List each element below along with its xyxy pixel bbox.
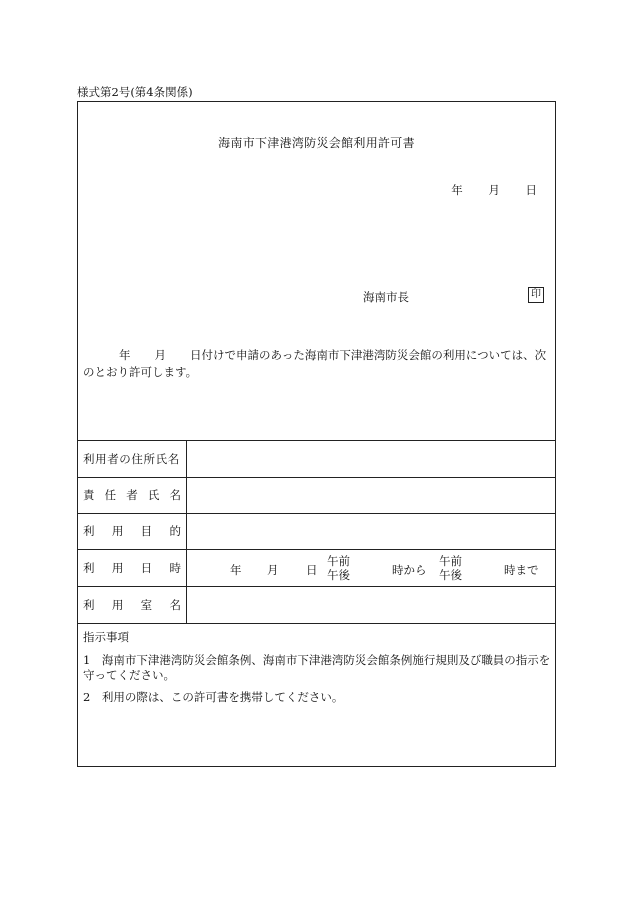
dt-start-ampm <box>327 554 350 582</box>
field-address-name[interactable] <box>188 442 554 475</box>
permit-statement <box>83 347 553 381</box>
dt-day: 日 <box>306 563 318 577</box>
field-purpose[interactable] <box>188 515 554 547</box>
issue-date-month: 月 <box>488 183 500 197</box>
note-item: 1 海南市下津港湾防災会館条例、海南市下津港湾防災会館条例施行規則及び職員の指示を守ってください。 <box>83 653 551 682</box>
document-title: 海南市下津港湾防災会館利用許可書 <box>218 136 415 150</box>
form-number-label: 様式第2号(第4条関係) <box>77 85 193 99</box>
statement-year: 年 <box>119 348 131 362</box>
label-column-divider <box>186 440 187 623</box>
notes-heading: 指示事項 <box>83 630 129 644</box>
field-room[interactable] <box>188 588 554 621</box>
issuer-name: 海南市長 <box>363 290 409 304</box>
issue-date <box>451 182 537 198</box>
seal-mark: 印 <box>528 287 544 303</box>
dt-end-am: 午前 <box>439 554 462 568</box>
dt-year: 年 <box>230 563 242 577</box>
statement-month: 月 <box>154 348 166 362</box>
row-label-room: 利 用 室 名 <box>83 597 181 612</box>
issue-date-year: 年 <box>451 183 463 197</box>
dt-end-ampm <box>439 554 462 582</box>
field-datetime[interactable] <box>188 551 554 584</box>
dt-start-pm: 午後 <box>327 568 350 582</box>
row-label-purpose: 利 用 目 的 <box>83 524 181 538</box>
dt-month: 月 <box>267 563 279 577</box>
issue-date-day: 日 <box>525 183 537 197</box>
dt-start-am: 午前 <box>327 554 350 568</box>
permit-form-frame <box>77 101 556 767</box>
dt-until: 時まで <box>504 563 539 577</box>
note-item: 2 利用の際は、この許可書を携帯してください。 <box>83 690 344 704</box>
row-label-datetime: 利 用 日 時 <box>83 560 181 575</box>
field-responsible-person[interactable] <box>188 479 554 511</box>
dt-end-pm: 午後 <box>439 568 462 582</box>
row-label-responsible: 責 任 者 氏 名 <box>83 488 181 502</box>
table-bottom-border <box>78 623 555 624</box>
dt-from: 時から <box>392 563 427 577</box>
row-label-address-name: 利用者の住所氏名 <box>83 451 180 466</box>
statement-text: 日付けで申請のあった海南市下津港湾防災会館の利用については、次のとおり許可します。 <box>83 348 547 379</box>
